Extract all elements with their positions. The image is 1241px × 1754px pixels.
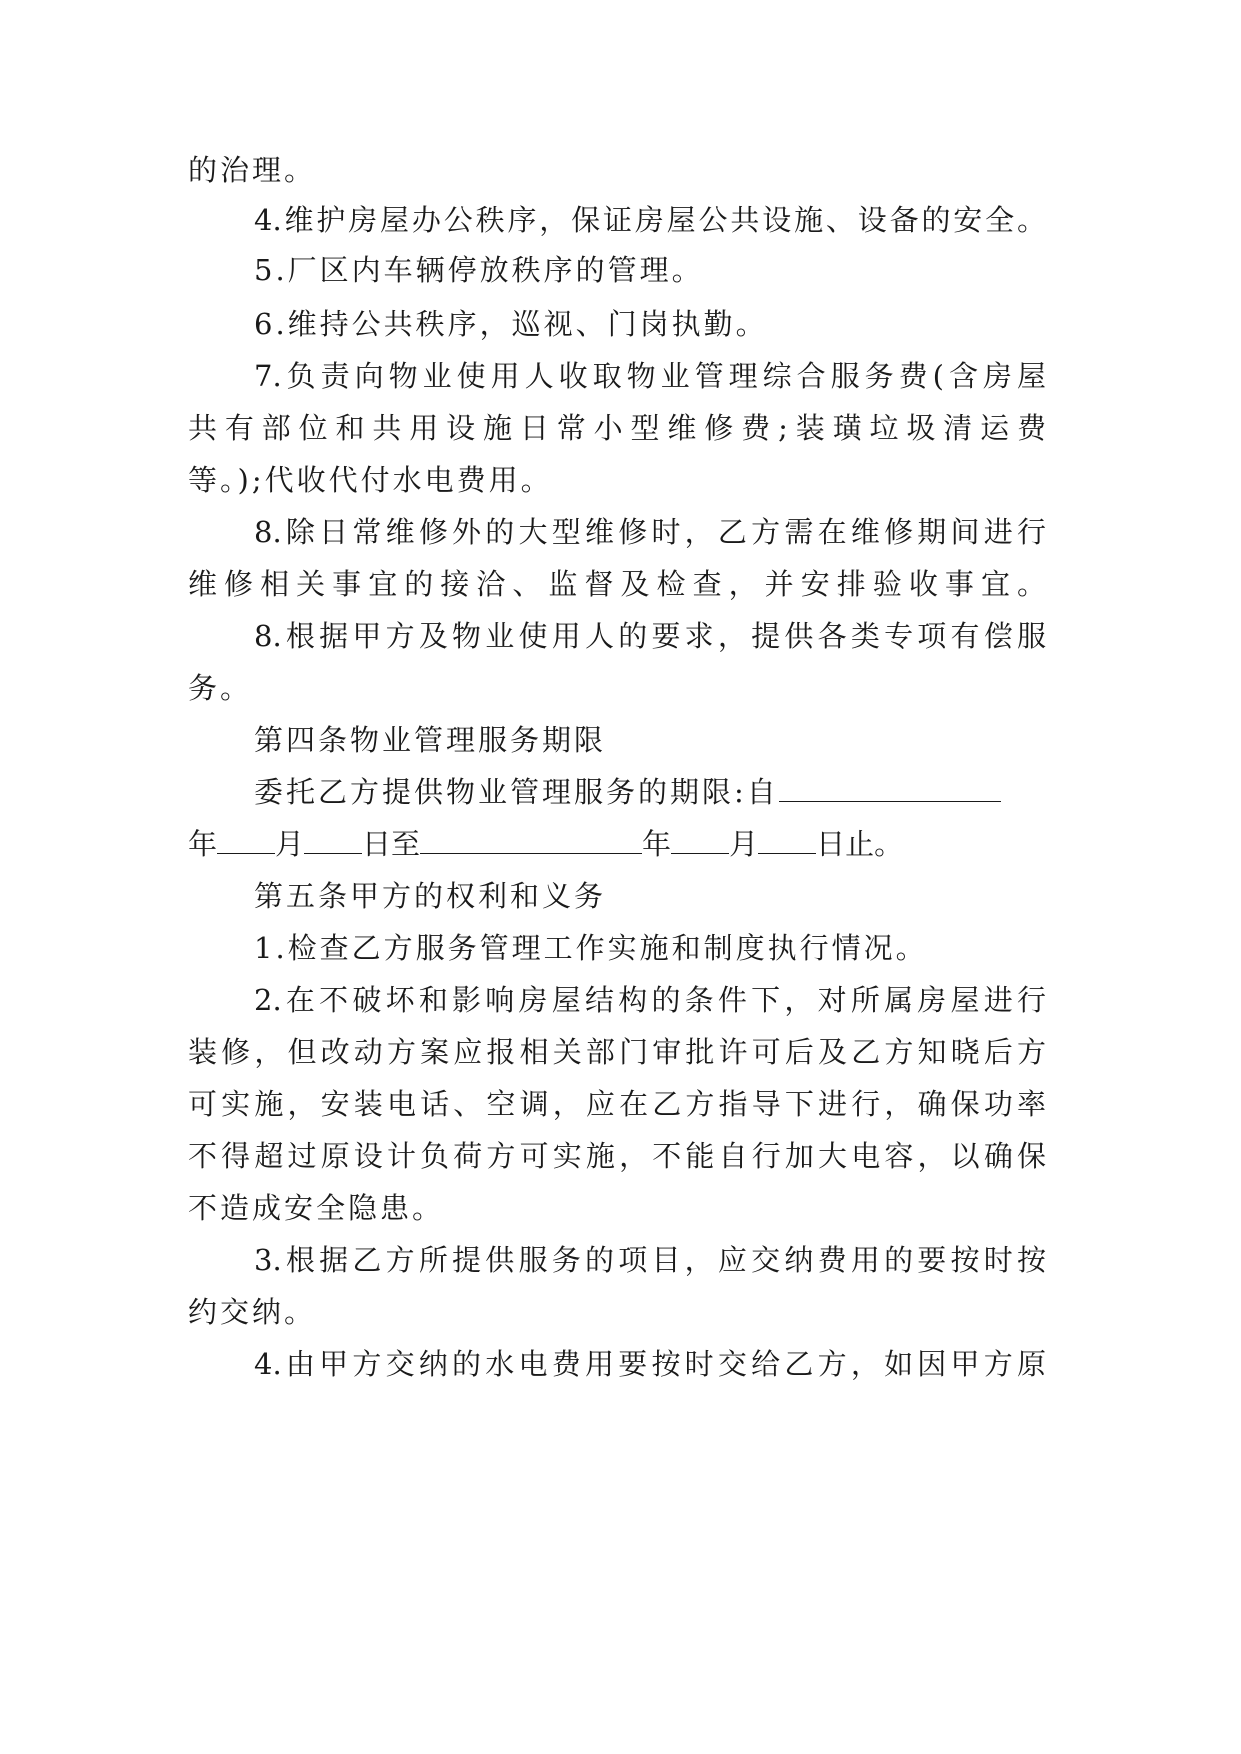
text-line: 维修相关事宜的接洽、监督及检查，并安排验收事宜。	[188, 567, 1046, 601]
list-item: 1.检查乙方服务管理工作实施和制度执行情况。	[254, 931, 928, 965]
end-year-blank	[420, 825, 642, 854]
text-line: 务。	[188, 671, 253, 705]
list-item: 6.维持公共秩序，巡视、门岗执勤。	[254, 307, 768, 341]
start-month-blank	[217, 825, 275, 854]
text-line: 不造成安全隐患。	[188, 1191, 445, 1225]
month-label: 月	[729, 827, 759, 861]
term-sentence	[254, 772, 1001, 812]
end-month-blank	[671, 825, 729, 854]
year-label: 年	[188, 827, 218, 861]
start-day-blank	[304, 825, 362, 854]
day-end-label: 日止。	[816, 827, 904, 861]
list-item: 7.负责向物业使用人收取物业管理综合服务费(含房屋	[254, 359, 1046, 393]
day-to-label: 日至	[362, 827, 421, 861]
text-line: 装修，但改动方案应报相关部门审批许可后及乙方知晓后方	[188, 1035, 1046, 1069]
text-line: 等。);代收代付水电费用。	[188, 463, 553, 497]
list-item: 8.除日常维修外的大型维修时，乙方需在维修期间进行	[254, 515, 1046, 549]
list-item: 4.维护房屋办公秩序，保证房屋公共设施、设备的安全。	[254, 203, 1046, 237]
section-heading: 第五条甲方的权利和义务	[254, 879, 607, 913]
list-item: 3.根据乙方所提供服务的项目，应交纳费用的要按时按	[254, 1243, 1046, 1277]
list-item: 8.根据甲方及物业使用人的要求，提供各类专项有偿服	[254, 619, 1046, 653]
section-heading: 第四条物业管理服务期限	[254, 723, 607, 757]
date-line	[188, 824, 903, 864]
text-line: 约交纳。	[188, 1295, 317, 1329]
text-line: 不得超过原设计负荷方可实施，不能自行加大电容，以确保	[188, 1139, 1046, 1173]
list-item: 2.在不破坏和影响房屋结构的条件下，对所属房屋进行	[254, 983, 1046, 1017]
text-line: 可实施，安装电话、空调，应在乙方指导下进行，确保功率	[188, 1087, 1046, 1121]
year-label: 年	[642, 827, 672, 861]
text-line: 共有部位和共用设施日常小型维修费;装璜垃圾清运费	[188, 411, 1046, 445]
start-year-blank	[779, 773, 1001, 802]
text-line: 的治理。	[188, 153, 317, 187]
end-day-blank	[758, 825, 816, 854]
term-text: 委托乙方提供物业管理服务的期限:自	[254, 775, 779, 809]
month-label: 月	[275, 827, 305, 861]
list-item: 5.厂区内车辆停放秩序的管理。	[254, 253, 704, 287]
list-item: 4.由甲方交纳的水电费用要按时交给乙方，如因甲方原	[254, 1347, 1046, 1381]
